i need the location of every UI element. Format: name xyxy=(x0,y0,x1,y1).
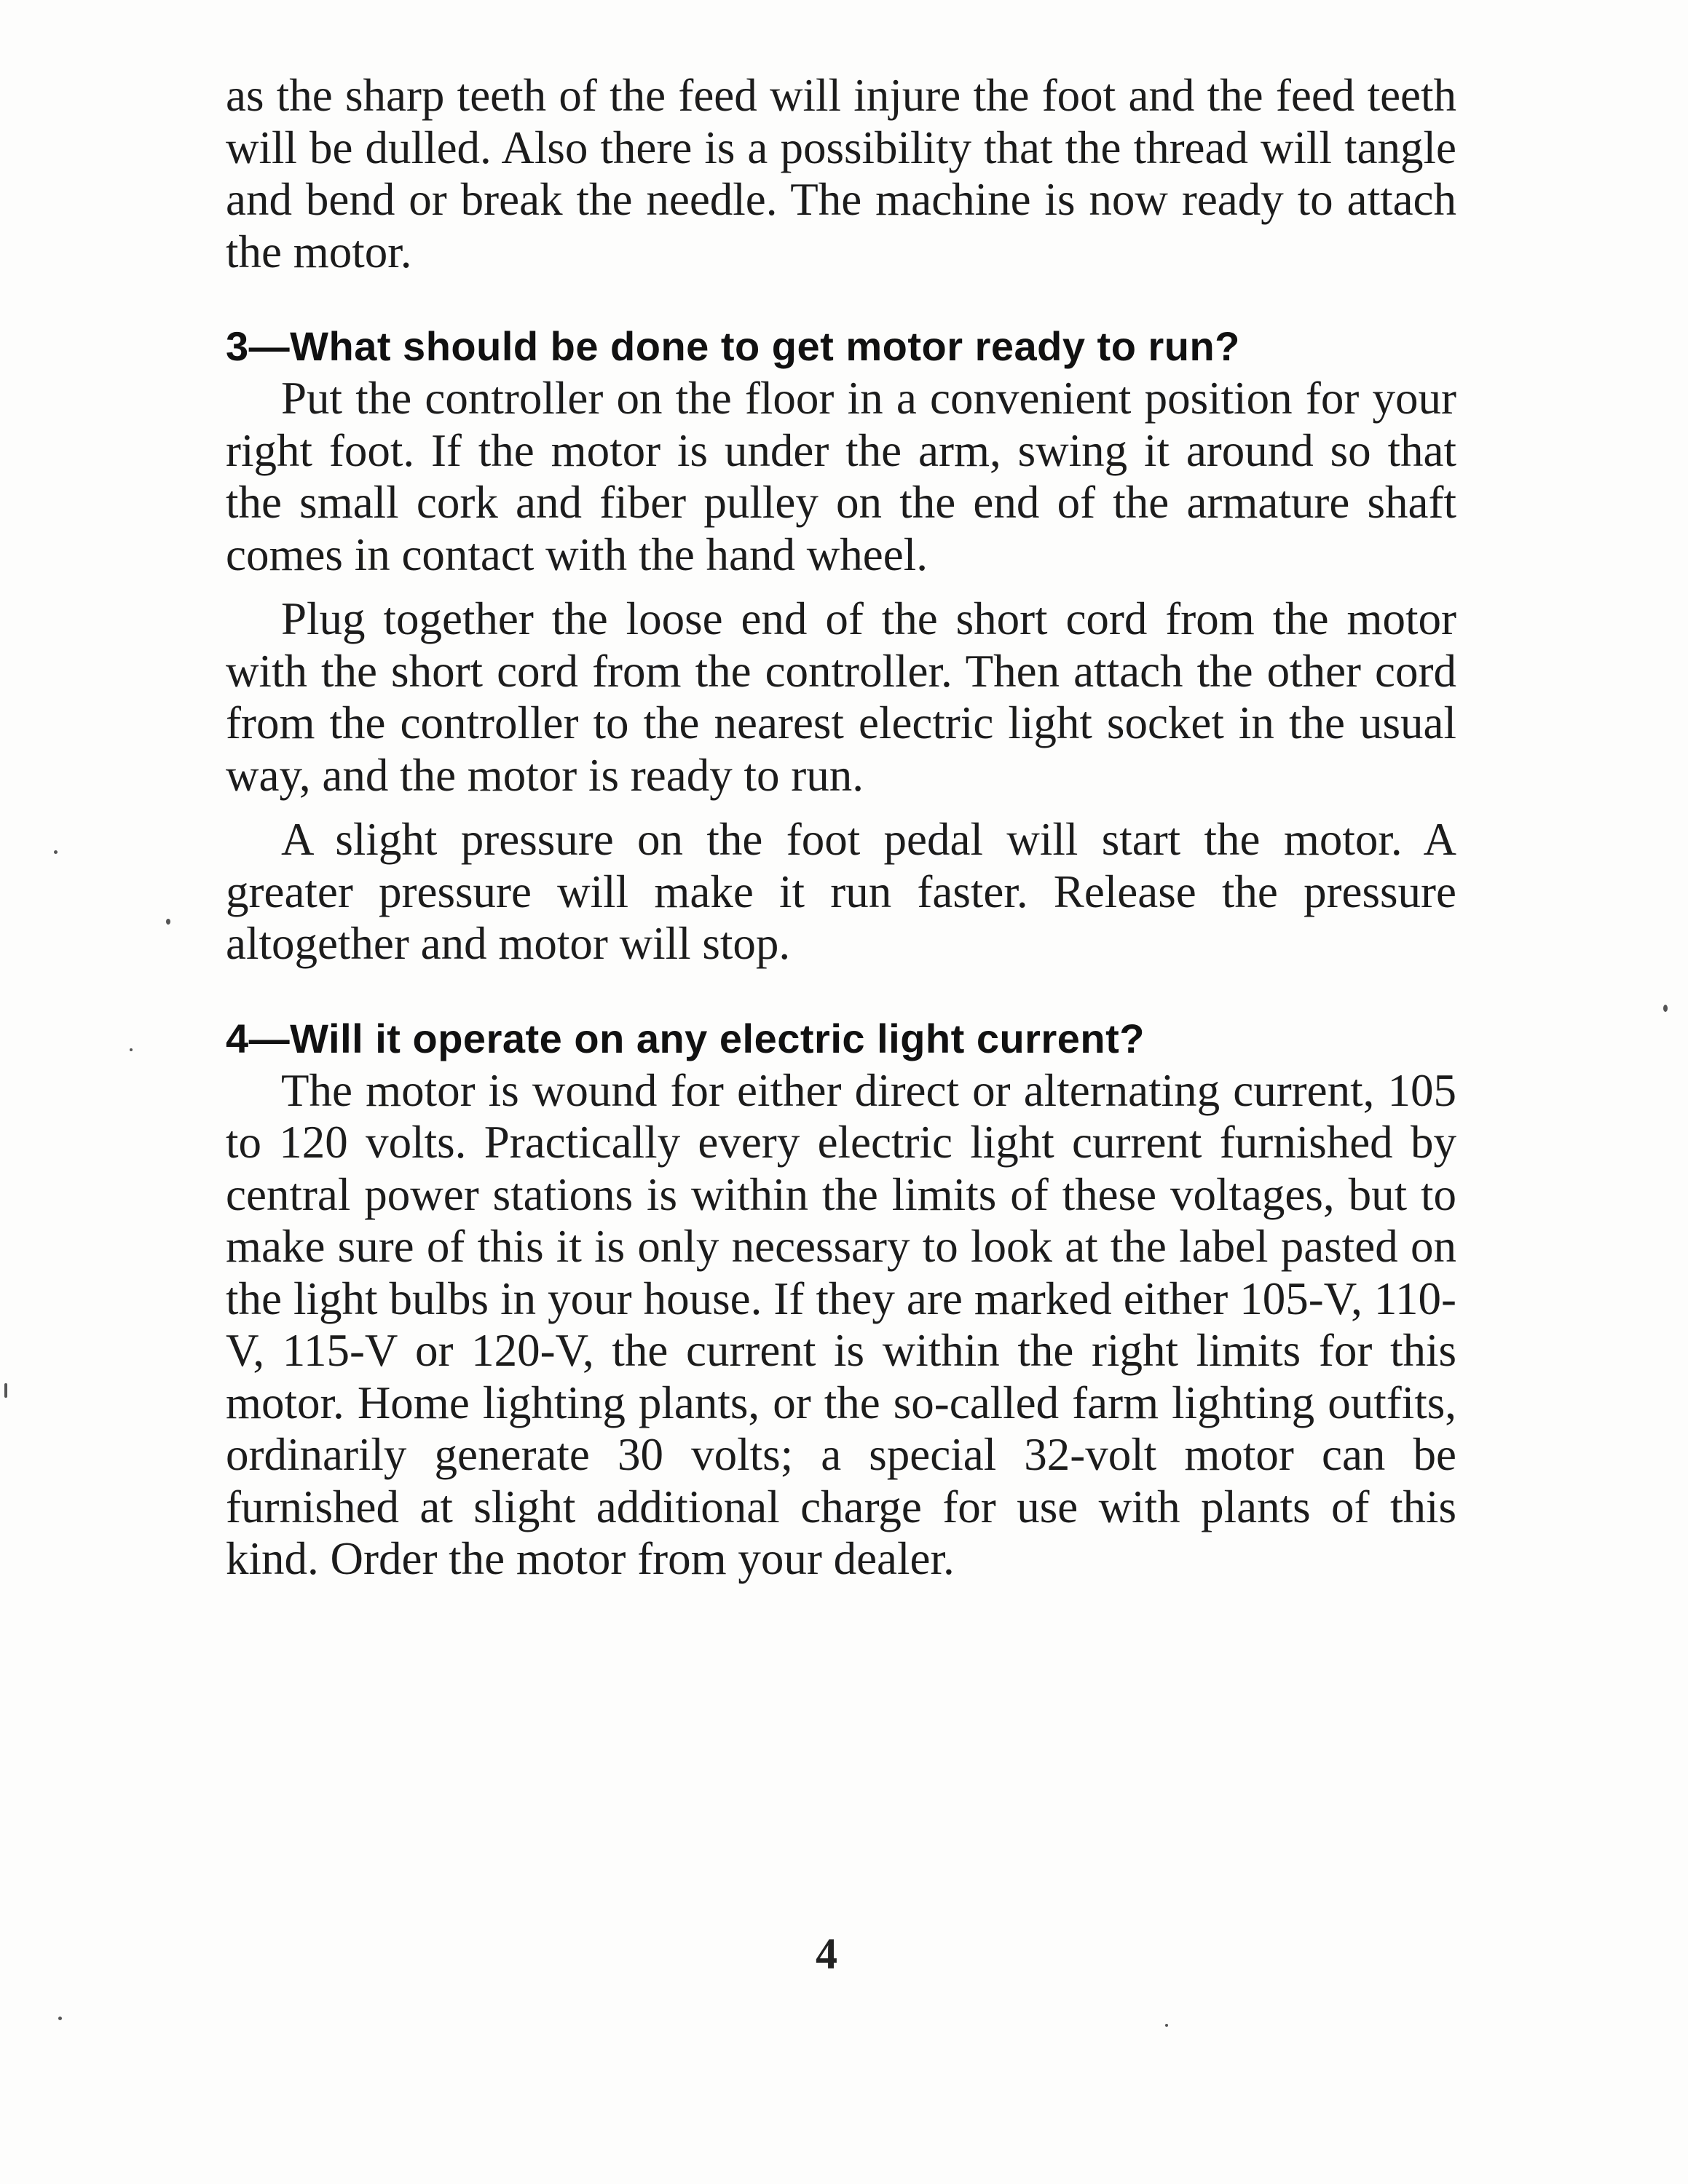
scan-speck xyxy=(166,919,170,925)
section-3-paragraph-1: Put the controller on the floor in a convenient position for your right foot. If the motor is under the arm, swing it around so that the small cork and fiber pulley on the end of the armature shaft comes in contact with the hand wheel. xyxy=(226,373,1456,580)
page-number: 4 xyxy=(816,1930,837,1978)
section-4-paragraph-1: The motor is wound for either direct or alternating current, 105 to 120 volts. Practically every electric light current furnished by central power stations is within the limits of these voltages, but to make sure of this it is only necessary to look at the label pasted on the light bulbs in your house. If they are marked either 105-V, 110-V, 115-V or 120-V, the current is within the right limits for this motor. Home lighting plants, or the so-called farm lighting outfits, ordinarily generate 30 volts; a special 32-volt motor can be furnished at slight additional charge for use with plants of this kind. Order the motor from your dealer. xyxy=(226,1064,1456,1584)
section-3-paragraph-3: A slight pressure on the foot pedal will start the motor. A greater pressure will make it run faster. Release the pressure altogether and motor will stop. xyxy=(226,814,1456,969)
scan-speck xyxy=(1663,1005,1668,1012)
section-4-heading: 4—Will it operate on any electric light current? xyxy=(226,1015,1145,1061)
scan-speck xyxy=(4,1383,7,1398)
scan-speck xyxy=(54,850,58,854)
scan-speck xyxy=(58,2017,62,2020)
intro-paragraph: as the sharp teeth of the feed will injure the foot and the feed teeth will be dulled. Also there is a possibility that the thread will tangle and bend or break the needle. The machine is now ready to attach the motor. xyxy=(226,70,1456,277)
scan-speck xyxy=(1165,2024,1168,2027)
scan-speck xyxy=(130,1048,133,1051)
section-3-paragraph-2: Plug together the loose end of the short cord from the motor with the short cord from the controller. Then attach the other cord from the controller to the nearest electric light socket in the usual way, and the motor is ready to run. xyxy=(226,593,1456,801)
document-page xyxy=(226,70,1456,1586)
section-3-heading: 3—What should be done to get motor ready to run? xyxy=(226,323,1240,369)
